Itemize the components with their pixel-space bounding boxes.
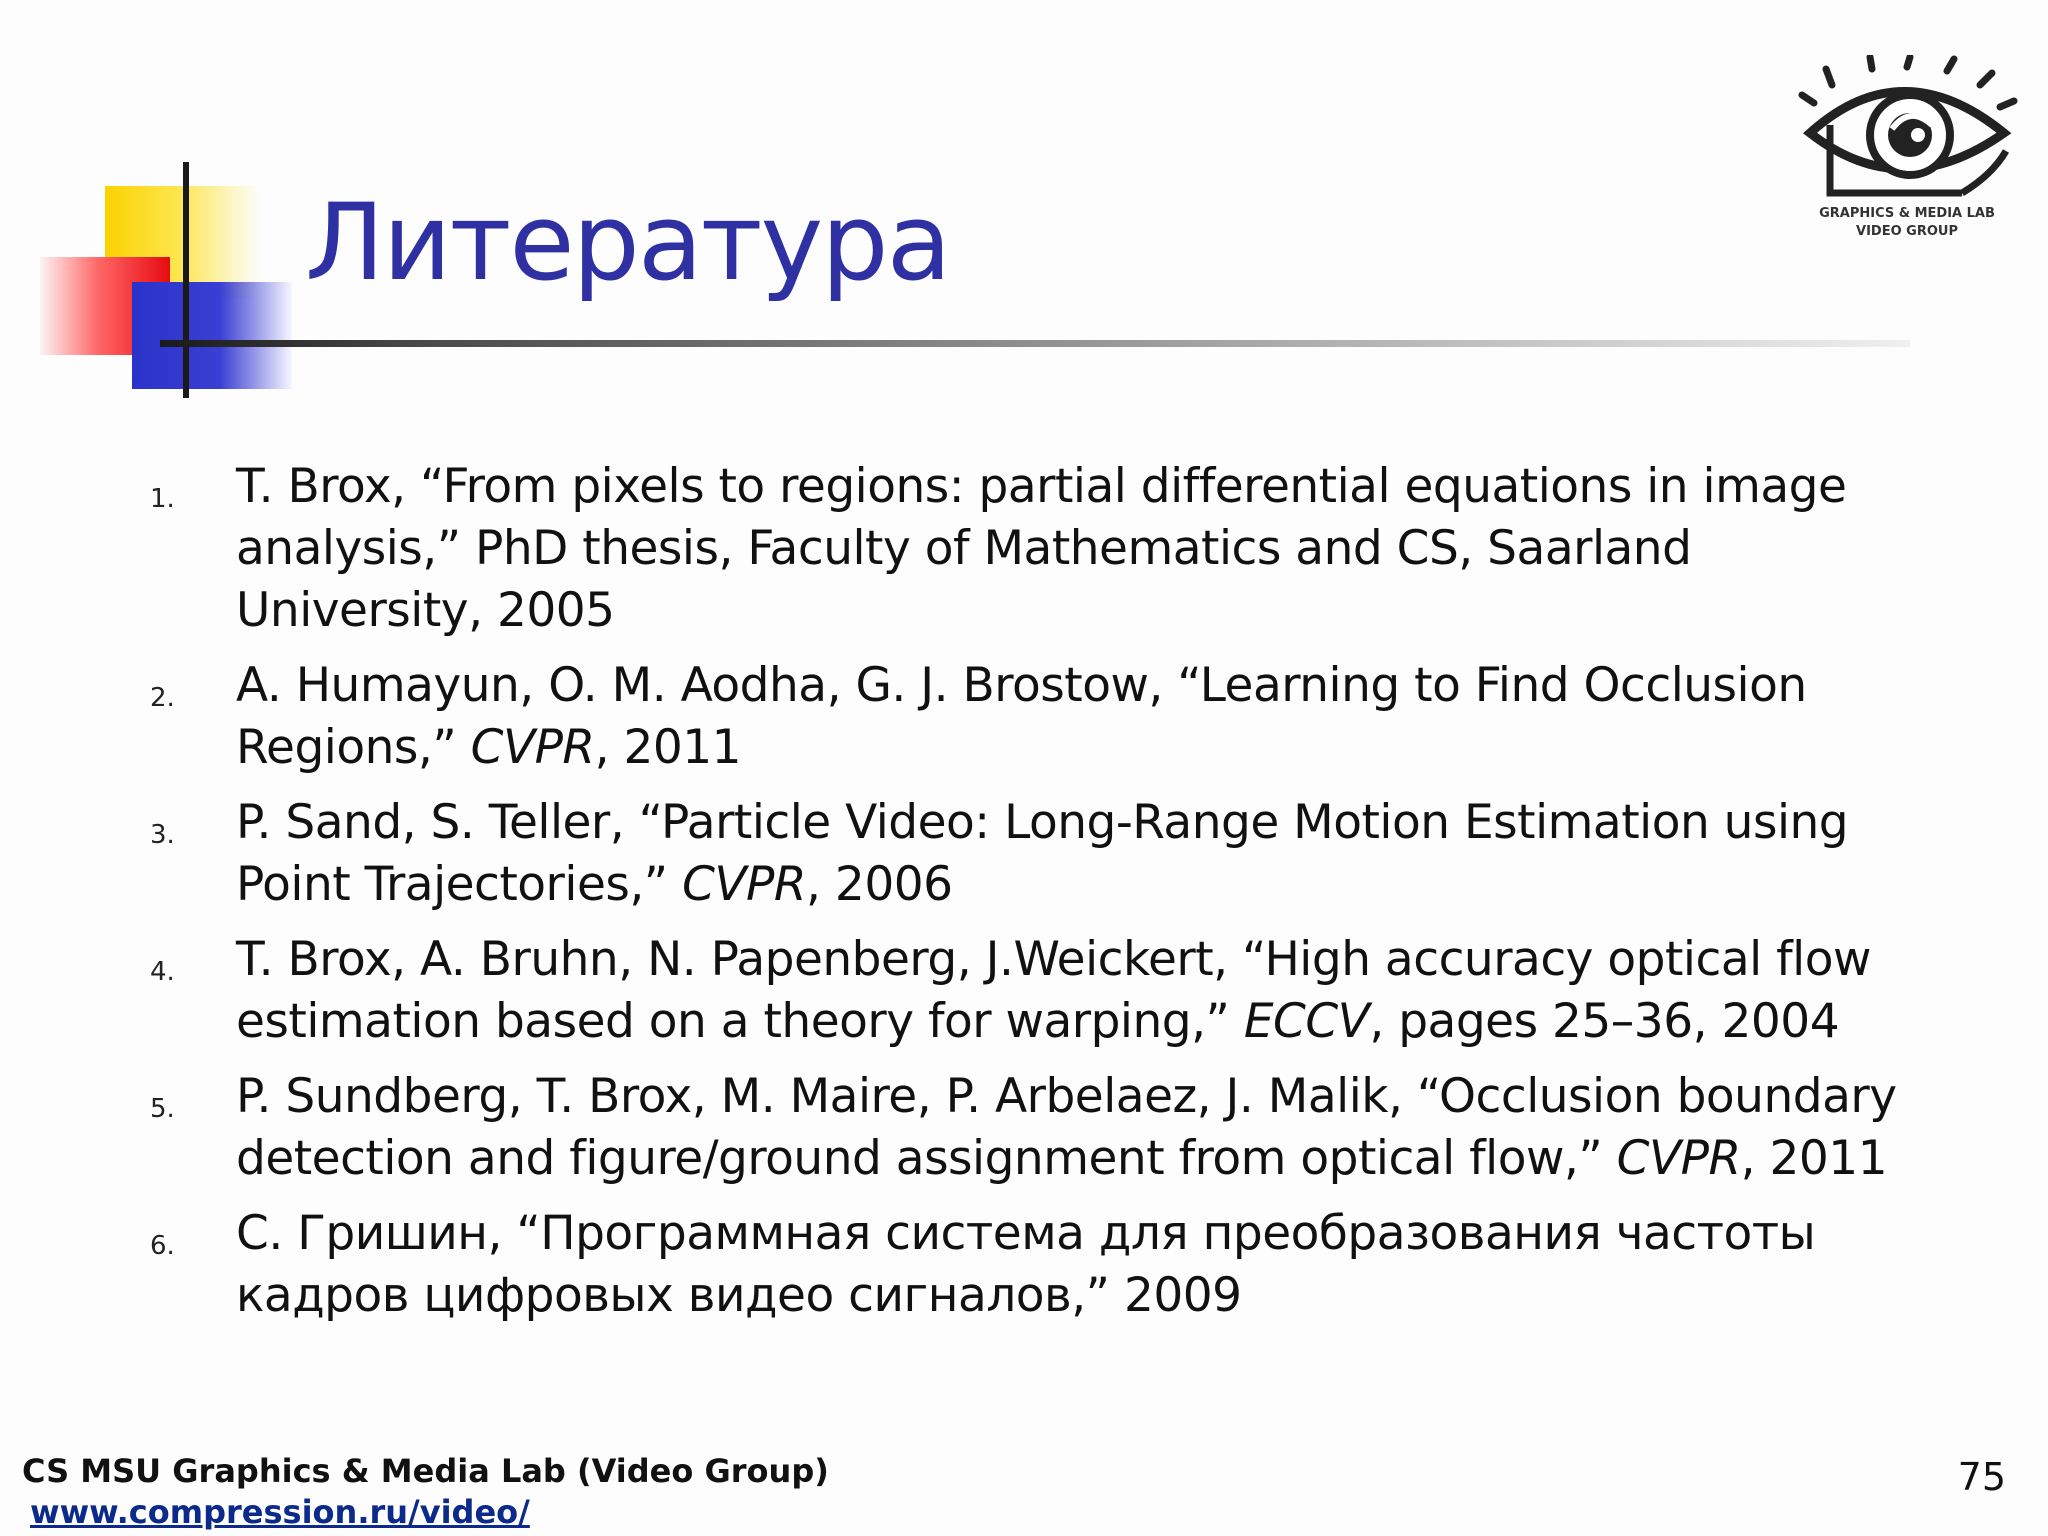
reference-item bbox=[150, 456, 1930, 642]
reference-text-part: A. Humayun, O. M. Aodha, G. J. Brostow, “Learning to Find Occlusion Regions,” bbox=[236, 658, 1807, 775]
reference-text-part: P. Sundberg, T. Brox, M. Maire, P. Arbelaez, J. Malik, “Occlusion boundary detection and figure/ground assignment from optical flow,” bbox=[236, 1069, 1897, 1186]
eye-icon bbox=[1792, 55, 2022, 205]
logo-text-line2: VIDEO GROUP bbox=[1856, 224, 1958, 239]
reference-text bbox=[236, 929, 1930, 1053]
reference-text bbox=[236, 792, 1930, 916]
reference-text-part: , 2011 bbox=[594, 720, 742, 775]
reference-item bbox=[150, 792, 1930, 916]
reference-number: 4. bbox=[150, 957, 175, 987]
decor-blue-block bbox=[132, 282, 292, 389]
slide-title: Литература bbox=[305, 181, 950, 304]
reference-number: 2. bbox=[150, 683, 175, 713]
reference-venue: CVPR bbox=[1616, 1131, 1741, 1186]
reference-number: 5. bbox=[150, 1094, 175, 1124]
reference-item bbox=[150, 929, 1930, 1053]
reference-number: 1. bbox=[150, 484, 175, 514]
reference-venue: ECCV bbox=[1243, 994, 1370, 1049]
reference-text-part: P. Sand, S. Teller, “Particle Video: Long-Range Motion Estimation using Point Trajectories,” bbox=[236, 795, 1849, 912]
references-list bbox=[150, 456, 1930, 1340]
decor-vertical-line bbox=[183, 162, 189, 398]
reference-item bbox=[150, 655, 1930, 779]
footer-url-link[interactable]: www.compression.ru/video/ bbox=[30, 1493, 530, 1531]
reference-text bbox=[236, 655, 1930, 779]
reference-venue: CVPR bbox=[470, 720, 595, 775]
reference-venue: CVPR bbox=[682, 857, 807, 912]
reference-text-part: , 2011 bbox=[1740, 1131, 1888, 1186]
logo-text-line1: GRAPHICS & MEDIA LAB bbox=[1819, 206, 1995, 221]
page-number: 75 bbox=[1957, 1455, 2006, 1499]
reference-item bbox=[150, 1066, 1930, 1190]
lab-logo bbox=[1792, 55, 2022, 240]
reference-text bbox=[236, 1066, 1930, 1190]
reference-text-part: T. Brox, “From pixels to regions: partial differential equations in image analysis,” PhD thesis, Faculty of Mathematics and CS, Saarland University, 2005 bbox=[236, 459, 1847, 638]
reference-text-part: С. Гришин, “Программная система для преобразования частоты кадров цифровых видео сигналов,” 2009 bbox=[236, 1206, 1816, 1323]
reference-text-part: T. Brox, A. Bruhn, N. Papenberg, J.Weickert, “High accuracy optical flow estimation based on a theory for warping,” bbox=[236, 932, 1871, 1049]
title-underline bbox=[160, 340, 1910, 347]
reference-item bbox=[150, 1203, 1930, 1327]
reference-number: 3. bbox=[150, 820, 175, 850]
footer-lab-name: CS MSU Graphics & Media Lab (Video Group) bbox=[22, 1452, 829, 1490]
reference-text bbox=[236, 1203, 1930, 1327]
reference-number: 6. bbox=[150, 1231, 175, 1261]
reference-text-part: , pages 25–36, 2004 bbox=[1369, 994, 1840, 1049]
reference-text bbox=[236, 456, 1930, 642]
reference-text-part: , 2006 bbox=[806, 857, 953, 912]
